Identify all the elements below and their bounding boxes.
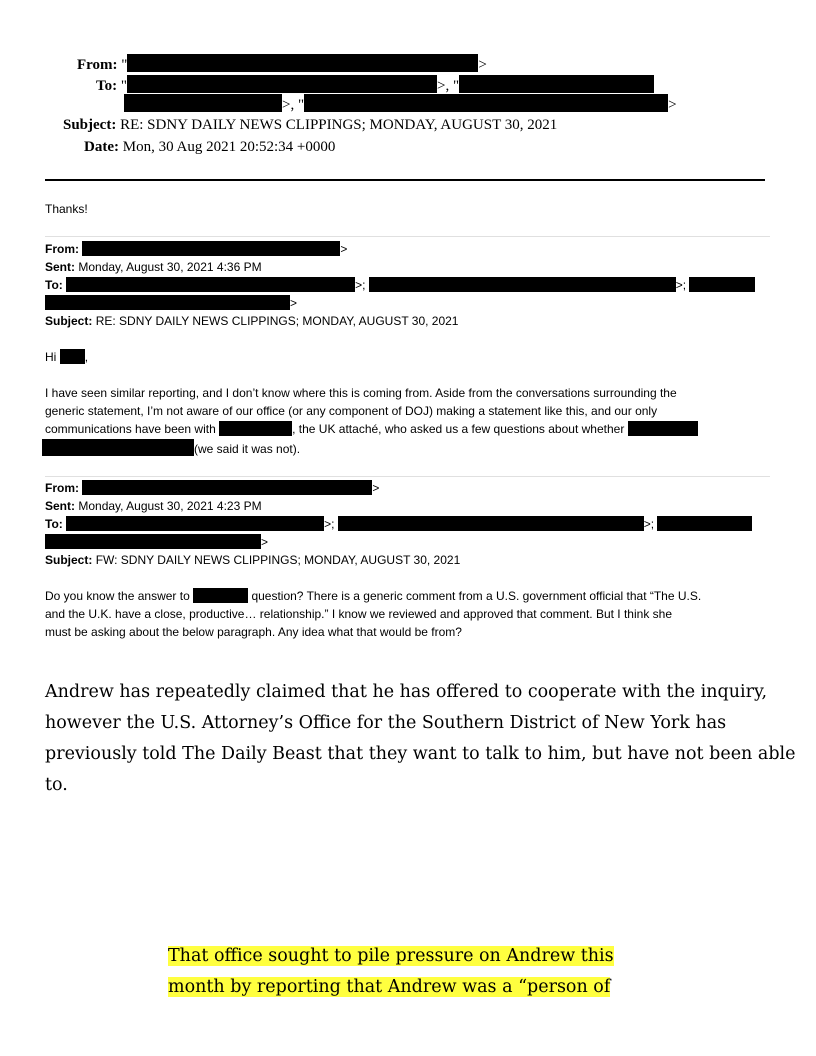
header-date: Mon, 30 Aug 2021 20:52:34 +0000 bbox=[122, 139, 336, 155]
msg2-sent-row bbox=[45, 498, 262, 514]
highlighted-text: month by reporting that Andrew was a “person of bbox=[168, 977, 611, 997]
header-to-row: To: " >, " bbox=[96, 75, 654, 95]
msg2-para-line2: and the U.K. have a close, productive… relationship.” I know we reviewed and approved that comment. But I think she bbox=[45, 607, 673, 621]
redaction-bar bbox=[338, 516, 644, 531]
message-divider bbox=[45, 476, 770, 477]
redaction-bar bbox=[45, 534, 261, 549]
reply-body: Thanks! bbox=[45, 202, 88, 216]
msg1-subject: RE: SDNY DAILY NEWS CLIPPINGS; MONDAY, AUGUST 30, 2021 bbox=[95, 314, 459, 328]
msg2-subject-row bbox=[45, 552, 460, 568]
msg1-sent-label: Sent: bbox=[45, 260, 75, 274]
message-divider bbox=[45, 236, 770, 237]
header-subject-row bbox=[63, 116, 557, 134]
article-line: Andrew has repeatedly claimed that he has offered to cooperate with the inquiry, bbox=[45, 682, 768, 702]
msg1-from-row: From: > bbox=[45, 242, 348, 256]
redaction-bar bbox=[127, 54, 478, 72]
msg1-para-line4: (we said it was not). bbox=[42, 439, 300, 457]
msg1-greeting: Hi bbox=[45, 350, 57, 364]
redaction-bar bbox=[82, 480, 372, 495]
msg2-to-row-cont: > bbox=[45, 534, 268, 550]
article-line: to. bbox=[45, 775, 68, 795]
redaction-bar bbox=[60, 349, 85, 364]
msg1-to-row-cont: > bbox=[45, 295, 297, 311]
header-to-row-cont: >, " > bbox=[124, 94, 677, 114]
article-line: however the U.S. Attorney’s Office for the Southern District of New York has bbox=[45, 713, 727, 733]
redaction-bar bbox=[304, 94, 668, 112]
msg1-to-label: To: bbox=[45, 278, 63, 292]
redaction-bar bbox=[689, 277, 755, 292]
redaction-bar bbox=[219, 421, 292, 436]
msg2-para-line3: must be asking about the below paragraph. Any idea what that would be from? bbox=[45, 625, 462, 639]
msg1-para-line2: generic statement, I’m not aware of our office (or any component of DOJ) making a statement like this, and our only bbox=[45, 404, 658, 418]
msg1-to-row: To: >; >; bbox=[45, 277, 755, 293]
redaction-bar bbox=[45, 295, 290, 310]
article-highlight-line bbox=[168, 941, 614, 972]
redaction-bar bbox=[82, 241, 340, 256]
msg2-to-label: To: bbox=[45, 517, 63, 531]
header-from-label: From: bbox=[77, 57, 118, 73]
msg1-para-line1: I have seen similar reporting, and I don’t know where this is coming from. Aside from the conversations surrounding the bbox=[45, 386, 677, 400]
redaction-bar bbox=[628, 421, 698, 436]
redaction-bar bbox=[193, 588, 248, 603]
msg2-from-label: From: bbox=[45, 481, 79, 495]
highlighted-text: That office sought to pile pressure on Andrew this bbox=[168, 946, 614, 966]
msg2-sent-label: Sent: bbox=[45, 499, 75, 513]
header-date-row bbox=[84, 138, 335, 156]
redaction-bar bbox=[369, 277, 676, 292]
msg1-para-line3: communications have been with , the UK attaché, who asked us a few questions about whether bbox=[45, 421, 698, 437]
msg2-to-row: To: >; >; bbox=[45, 516, 752, 532]
msg2-sent: Monday, August 30, 2021 4:23 PM bbox=[78, 499, 262, 513]
msg1-sent: Monday, August 30, 2021 4:36 PM bbox=[78, 260, 262, 274]
msg1-greeting-row: Hi , bbox=[45, 350, 89, 364]
header-divider bbox=[45, 179, 765, 181]
msg2-subject: FW: SDNY DAILY NEWS CLIPPINGS; MONDAY, AUGUST 30, 2021 bbox=[95, 553, 461, 567]
redaction-bar bbox=[66, 277, 355, 292]
msg1-subject-row bbox=[45, 313, 458, 329]
article-highlight-line bbox=[168, 972, 610, 1003]
header-subject-label: Subject: bbox=[63, 117, 117, 133]
redaction-bar bbox=[657, 516, 752, 531]
redaction-bar bbox=[66, 516, 324, 531]
msg1-subject-label: Subject: bbox=[45, 314, 93, 328]
header-from-row: From: " > bbox=[77, 54, 487, 74]
article-line: previously told The Daily Beast that they want to talk to him, but have not been able bbox=[45, 744, 796, 764]
header-date-label: Date: bbox=[84, 139, 119, 155]
msg2-para-line1: Do you know the answer to question? There is a generic comment from a U.S. government official that “The U.S. bbox=[45, 589, 702, 603]
msg2-subject-label: Subject: bbox=[45, 553, 93, 567]
msg2-from-row: From: > bbox=[45, 481, 380, 495]
header-subject: RE: SDNY DAILY NEWS CLIPPINGS; MONDAY, AUGUST 30, 2021 bbox=[120, 117, 558, 133]
redaction-bar bbox=[42, 439, 194, 456]
msg1-from-label: From: bbox=[45, 242, 79, 256]
msg1-sent-row bbox=[45, 259, 262, 275]
redaction-bar bbox=[127, 75, 437, 93]
redaction-bar bbox=[459, 75, 654, 93]
redaction-bar bbox=[124, 94, 282, 112]
header-to-label: To: bbox=[96, 78, 118, 94]
